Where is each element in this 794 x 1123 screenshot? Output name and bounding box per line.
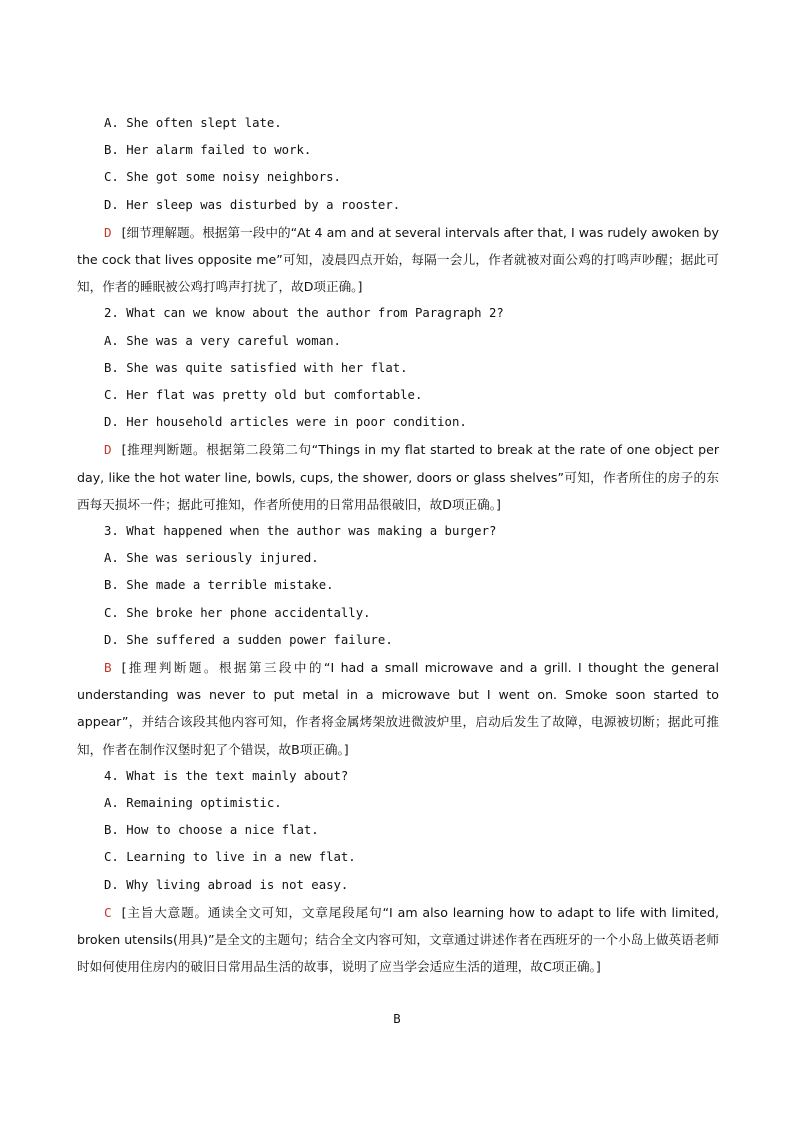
q4-explanation [77,899,719,981]
q2-option-b: B. She was quite satisfied with her flat. [104,360,408,375]
q3-option-d: D. She suffered a sudden power failure. [104,632,393,647]
q3-option-c: C. She broke her phone accidentally. [104,605,371,620]
q2-answer: D [104,442,112,458]
q3-explanation [77,654,719,763]
q2-option-d: D. Her household articles were in poor condition. [104,415,467,430]
document-page [77,110,719,981]
q4-option-c: C. Learning to live in a new flat. [104,850,356,865]
q4-option-a: A. Remaining optimistic. [104,796,282,811]
q2-option-c: C. Her flat was pretty old but comfortable. [104,388,423,403]
q4-question: 4. What is the text mainly about? [104,768,349,783]
q1-explanation-text: [细节理解题。根据第一段中的“At 4 am and at several intervals after that, I was rudely awoken by the cock that lives opposite me”可知，凌晨四点开始，每隔一会儿，作者就被对面公鸡的打鸣声吵醒；据此可知，作者的睡眠被公鸡打鸣声打扰了，故D项正确。] [77,224,719,295]
q1-option-c: C. She got some noisy neighbors. [104,170,341,185]
section-footer-label: B [393,1012,401,1026]
q1-option-a: A. She often slept late. [104,116,282,130]
q3-option-a: A. She was seriously injured. [104,551,319,566]
q1-option-b: B. Her alarm failed to work. [104,143,312,158]
q3-option-b: B. She made a terrible mistake. [104,578,334,593]
q3-question: 3. What happened when the author was making a burger? [104,524,497,539]
q1-option-d: D. Her sleep was disturbed by a rooster. [104,197,401,212]
q2-explanation [77,436,719,518]
q4-explanation-text: [主旨大意题。通读全文可知，文章尾段尾句“I am also learning how to adapt to life with limited, broken utensils(用具)”是全文的主题句；结合全文内容可知，文章通过讲述作者在西班牙的一个小岛上做英语老师时如何使用住房内的破旧日常用品生活的故事，说明了应当学会适应生活的道理，故C项正确。] [77,904,719,975]
q4-option-d: D. Why living abroad is not easy. [104,877,349,892]
q1-explanation [77,219,719,301]
q2-option-a: A. She was a very careful woman. [104,333,341,348]
q4-answer: C [104,904,112,920]
q1-answer: D [104,224,112,240]
q3-answer: B [104,660,112,676]
q2-question: 2. What can we know about the author from Paragraph 2? [104,306,504,321]
q2-explanation-text: [推理判断题。根据第二段第二句“Things in my flat started to break at the rate of one object per day, like the hot water line, bowls, cups, the shower, doors or glass shelves”可知，作者所住的房子的东西每天损坏一件；据此可推知，作者所使用的日常用品很破旧，故D项正确。] [77,442,719,512]
q3-explanation-text: [推理判断题。根据第三段中的“I had a small microwave and a grill. I thought the general understanding was never to put metal in a microwave but I went on. Smoke soon started to appear”，并结合该段其他内容可知，作者将金属烤架放进微波炉里，启动后发生了故障，电源被切断；据此可推知，作者在制作汉堡时犯了个错误，故B项正确。] [77,660,719,757]
q4-option-b: B. How to choose a nice flat. [104,823,319,838]
